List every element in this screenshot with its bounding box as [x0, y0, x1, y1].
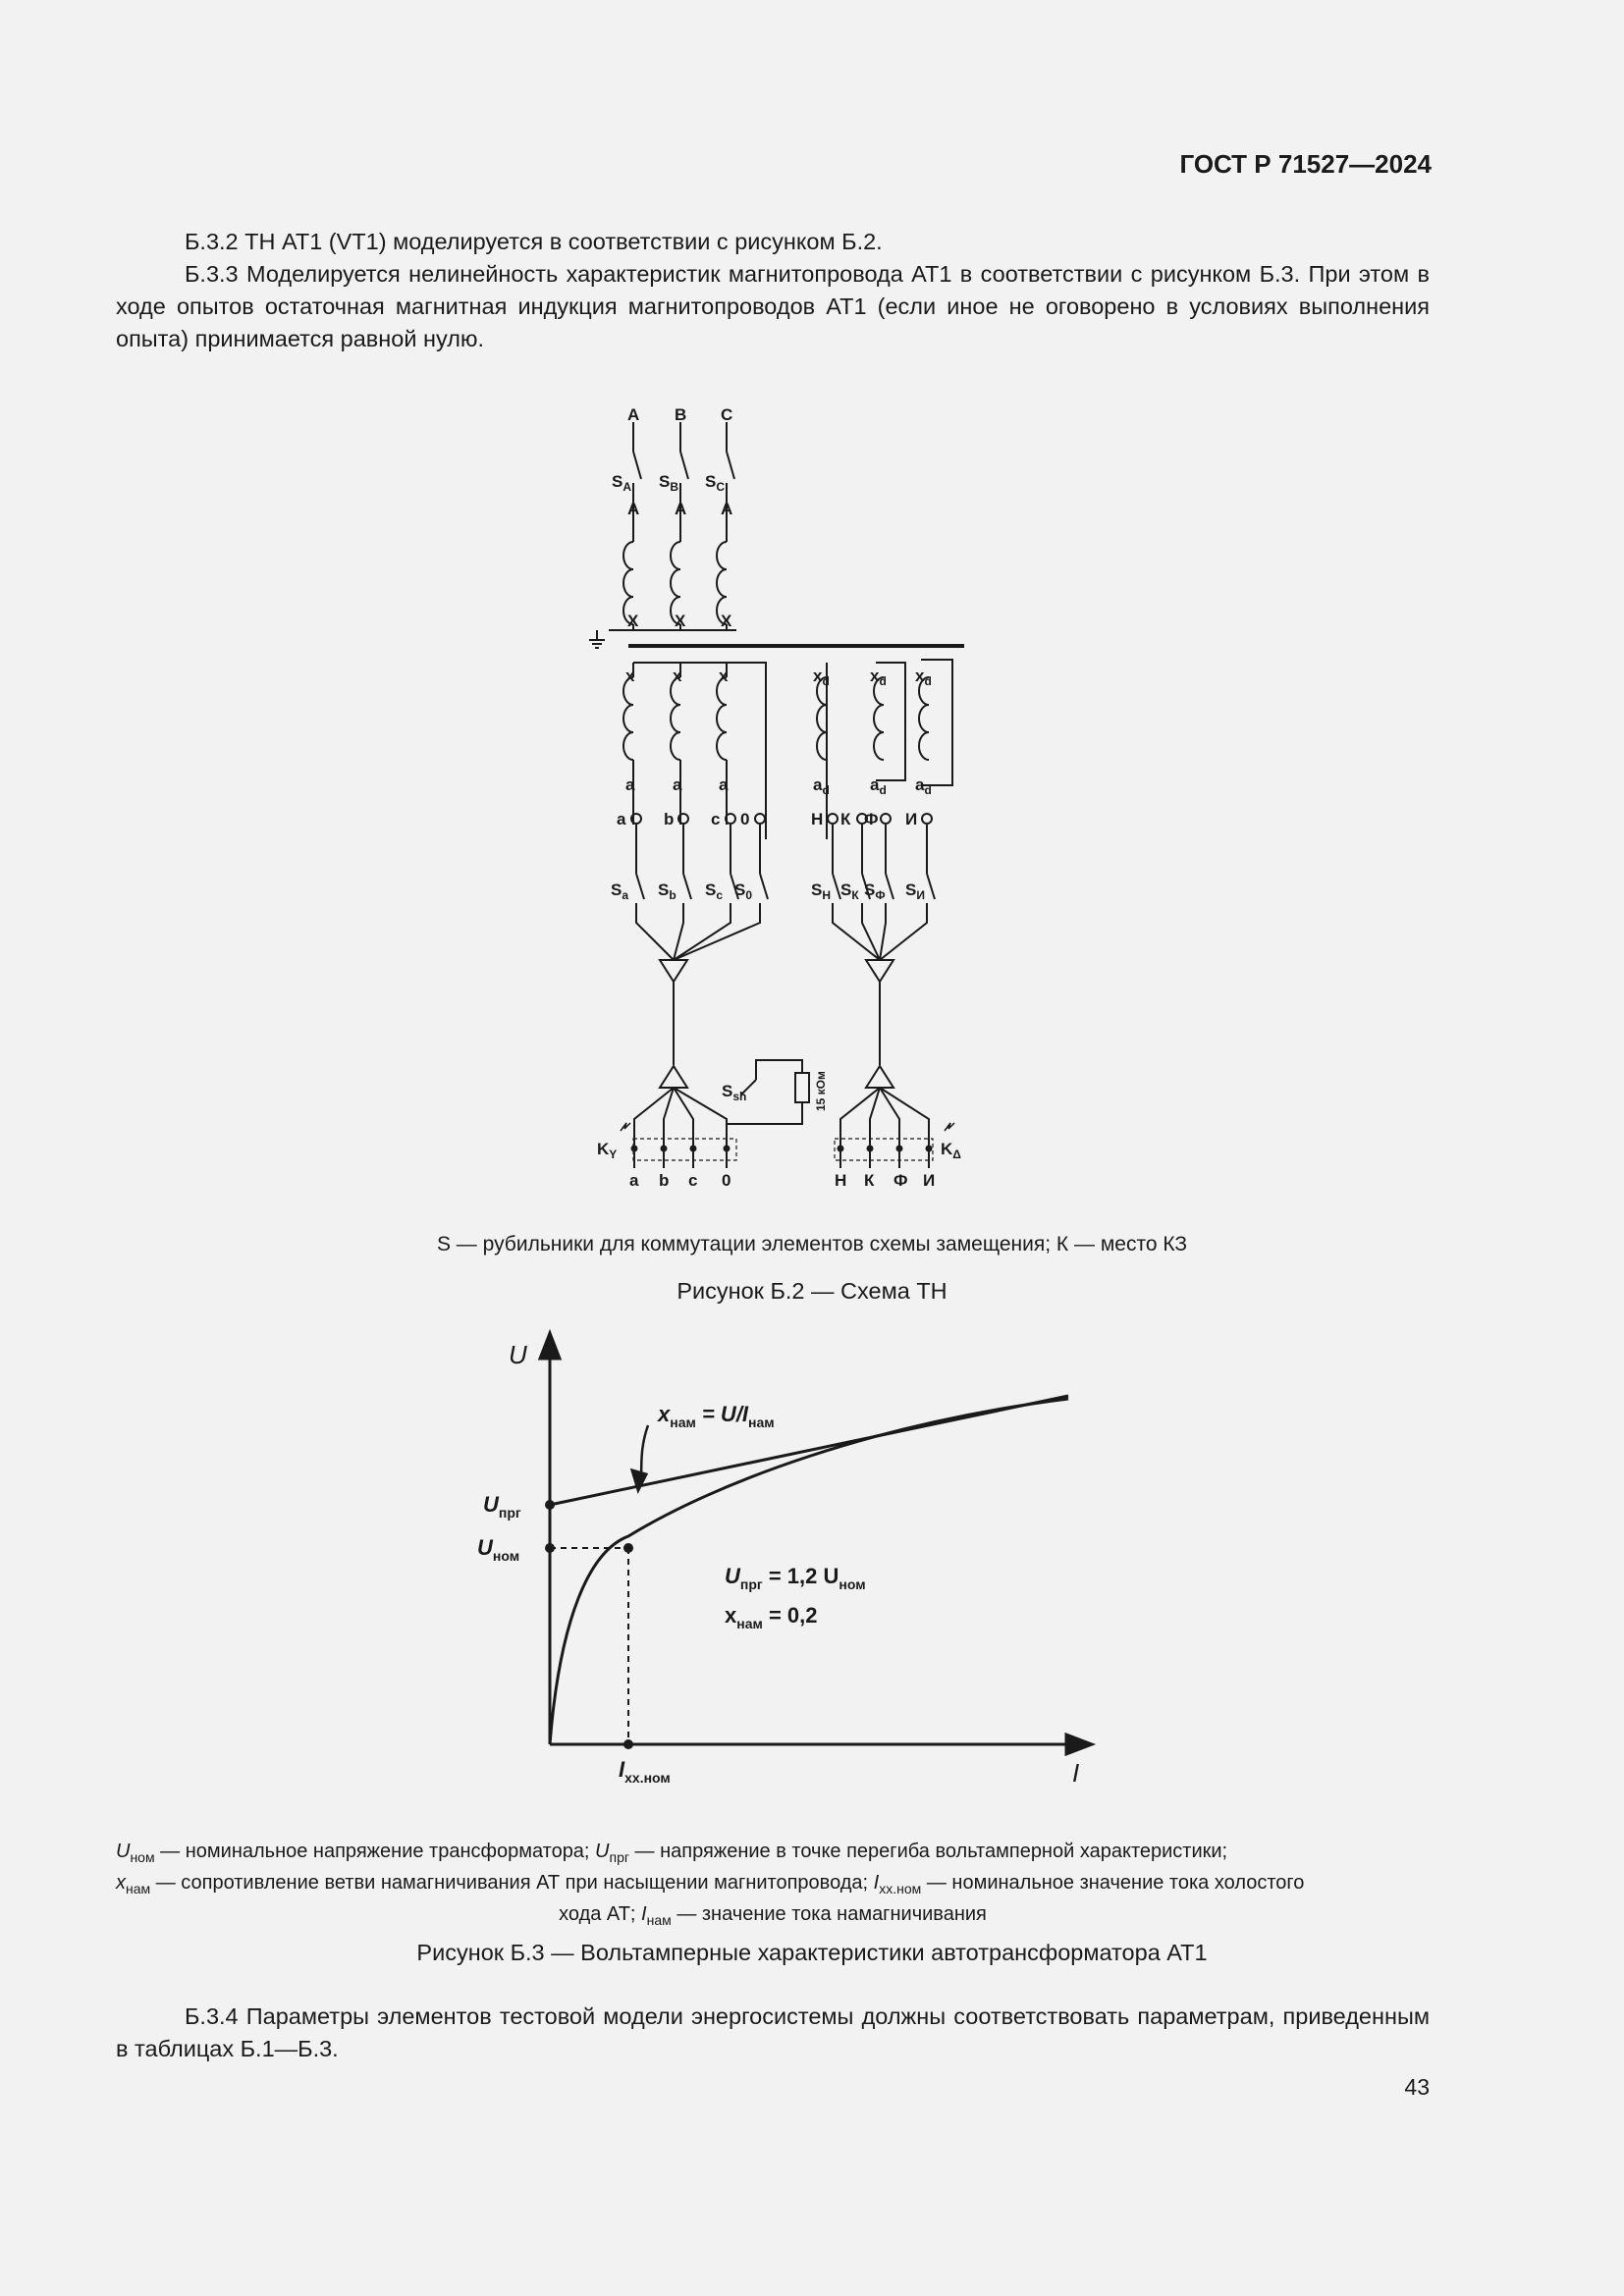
figure-b3-chart [461, 1325, 1110, 1796]
u-prg-label: $U_{прг}$ [483, 1492, 521, 1521]
paragraph-b-3-2: Б.3.2 ТН АТ1 (VT1) моделируется в соответствии с рисунком Б.2. [185, 229, 883, 254]
delta-bottom-line [840, 1088, 880, 1168]
delta-bottom-label: Ф [893, 1171, 908, 1190]
star-winding-icon [671, 677, 680, 760]
phase-label: B [675, 405, 687, 424]
star-switch [760, 874, 768, 899]
u-nom-label: $U_{ном}$ [477, 1535, 520, 1564]
hv-switch [633, 452, 641, 479]
star-output-label: a [617, 810, 626, 828]
star-bottom-label: a [629, 1171, 639, 1190]
delta-bottom-label: К [864, 1171, 875, 1190]
delta-x-label: $x_d$ [813, 667, 830, 688]
resistor-label: 15 кОм [814, 1071, 828, 1111]
star-bottom-line [674, 1088, 693, 1168]
delta-output-label: Ф [864, 810, 879, 828]
star-x-label: x [673, 667, 682, 685]
star-switch [683, 874, 691, 899]
delta-winding-icon [817, 677, 827, 760]
delta-switch-label: $S_И$ [905, 881, 925, 902]
figure-b3-legend: $U_{ном}$ — номинальное напряжение трансформатора; $U_{прг}$ — напряжение в точке перегиба вольтамперной характеристики; $x_{нам}$ — сопротивление ветви намагничивания АТ при насыщении магнитопровода; $I_{хх.ном}$ — номинальное значение тока холостого хода АТ; $I_{нам}$ — значение тока намагничивания [116, 1841, 1305, 1928]
star-output-label: 0 [740, 810, 750, 828]
node-dot [691, 1147, 696, 1151]
delta-output-label: Н [811, 810, 824, 828]
delta-switch [886, 874, 893, 899]
node-dot [632, 1147, 637, 1151]
star-switch [636, 874, 644, 899]
delta-output-label: И [905, 810, 918, 828]
delta-combine-line [880, 903, 927, 960]
delta-a-label: $a_d$ [813, 775, 830, 797]
terminal-icon [755, 814, 765, 824]
star-switch-label: $S_b$ [658, 881, 677, 902]
delta-switch-label: $S_Ф$ [864, 881, 886, 902]
node-dot [897, 1147, 902, 1151]
paragraph-b-3-3: Б.3.3 Моделируется нелинейность характеристик магнитопровода АТ1 в соответствии с рисунком Б.3. При этом в ходе опытов остаточная магнитная индукция магнитопроводов АТ1 (если иное не оговорено в условиях выполнения опыта) принимается равной нулю. [116, 261, 1430, 351]
figure-b2-schematic [569, 393, 982, 1198]
terminal-icon [922, 814, 932, 824]
node-dot [839, 1147, 843, 1151]
x-axis-label: I [1072, 1758, 1080, 1788]
star-winding-icon [623, 677, 633, 760]
winding-end-label: X [627, 612, 639, 630]
star-a-label: a [719, 775, 729, 794]
y-axis-label: U [509, 1340, 527, 1369]
star-output-label: c [711, 810, 721, 828]
delta-bottom-label: Н [835, 1171, 847, 1190]
star-winding-icon [717, 677, 727, 760]
delta-switch [833, 874, 840, 899]
star-combine-line [674, 903, 731, 960]
node-dot [725, 1147, 730, 1151]
delta-winding-icon [919, 677, 929, 760]
star-switch-label: $S_c$ [705, 881, 724, 902]
param-u-prg: $U_{прг} = 1,2$ $U_{ном}$ [725, 1564, 866, 1592]
star-a-label: a [673, 775, 682, 794]
node-dot [868, 1147, 873, 1151]
star-bottom-line [664, 1088, 674, 1168]
delta-combine-line [833, 903, 880, 960]
delta-switch-label: $S_Н$ [811, 881, 832, 902]
hv-switch-label: $S_A$ [612, 472, 632, 494]
phase-label: A [627, 405, 640, 424]
param-x-nam: $x_{нам} = 0,2$ [725, 1603, 818, 1631]
delta-a-label: $a_d$ [870, 775, 887, 797]
delta-bottom-line [870, 1088, 880, 1168]
sh-switch-label: $S_{sh}$ [722, 1082, 747, 1103]
winding-start-label: A [675, 500, 687, 518]
hv-switch-label: $S_C$ [705, 472, 726, 494]
figure-b2-title: Рисунок Б.2 — Схема ТН [677, 1278, 947, 1304]
figure-b2-note: S — рубильники для коммутации элементов схемы замещения; К — место КЗ [436, 1233, 1188, 1255]
fault-delta-label: $K_\Delta$ [941, 1140, 961, 1161]
delta-combine-line [862, 903, 880, 960]
star-x-label: x [719, 667, 729, 685]
x-axis-arrow [1066, 1735, 1092, 1754]
star-bottom-label: b [659, 1171, 670, 1190]
hv-switch [680, 452, 688, 479]
delta-output-label: К [840, 810, 851, 828]
node-dot [927, 1147, 932, 1151]
document-code: ГОСТ Р 71527—2024 [1179, 149, 1432, 179]
star-combine-line [636, 903, 674, 960]
phase-label: C [721, 405, 733, 424]
star-combine-line [674, 903, 683, 960]
star-a-label: a [625, 775, 635, 794]
winding-start-label: A [721, 500, 733, 518]
terminal-icon [828, 814, 838, 824]
delta-bottom-line [880, 1088, 899, 1168]
xnam-formula: $x_{нам} = U/I_{нам}$ [658, 1402, 775, 1430]
delta-switch-label: $S_К$ [840, 881, 859, 902]
i-xx-label: $I_{хх.ном}$ [619, 1757, 671, 1786]
saturation-line [550, 1396, 1068, 1505]
winding-end-label: X [675, 612, 686, 630]
paragraph-b-3-4: Б.3.4 Параметры элементов тестовой модели энергосистемы должны соответствовать параметрам, приведенным в таблицах Б.1—Б.3. [116, 2003, 1430, 2061]
star-output-label: b [664, 810, 675, 828]
delta-combine-line [880, 903, 886, 960]
star-switch-label: $S_0$ [734, 881, 753, 902]
delta-switch [927, 874, 935, 899]
delta-a-label: $a_d$ [915, 775, 932, 797]
delta-x-label: $x_d$ [870, 667, 887, 688]
star-x-label: x [625, 667, 635, 685]
y-axis-arrow [540, 1333, 560, 1359]
figure-b3-title: Рисунок Б.3 — Вольтамперные характеристики автотрансформатора АТ1 [416, 1940, 1208, 1965]
delta-winding-icon [874, 677, 884, 760]
star-switch-label: $S_a$ [611, 881, 629, 902]
hv-switch [727, 452, 734, 479]
node-dot [662, 1147, 667, 1151]
star-bottom-label: c [688, 1171, 698, 1190]
delta-x-label: $x_d$ [915, 667, 932, 688]
hv-switch-label: $S_B$ [659, 472, 679, 494]
page-number: 43 [1404, 2074, 1430, 2100]
terminal-icon [881, 814, 891, 824]
delta-bottom-label: И [923, 1171, 936, 1190]
fault-star-label: $K_Y$ [597, 1140, 618, 1161]
winding-end-label: X [721, 612, 732, 630]
star-bottom-label: 0 [722, 1171, 731, 1190]
winding-start-label: A [627, 500, 640, 518]
star-bottom-line [634, 1088, 674, 1168]
